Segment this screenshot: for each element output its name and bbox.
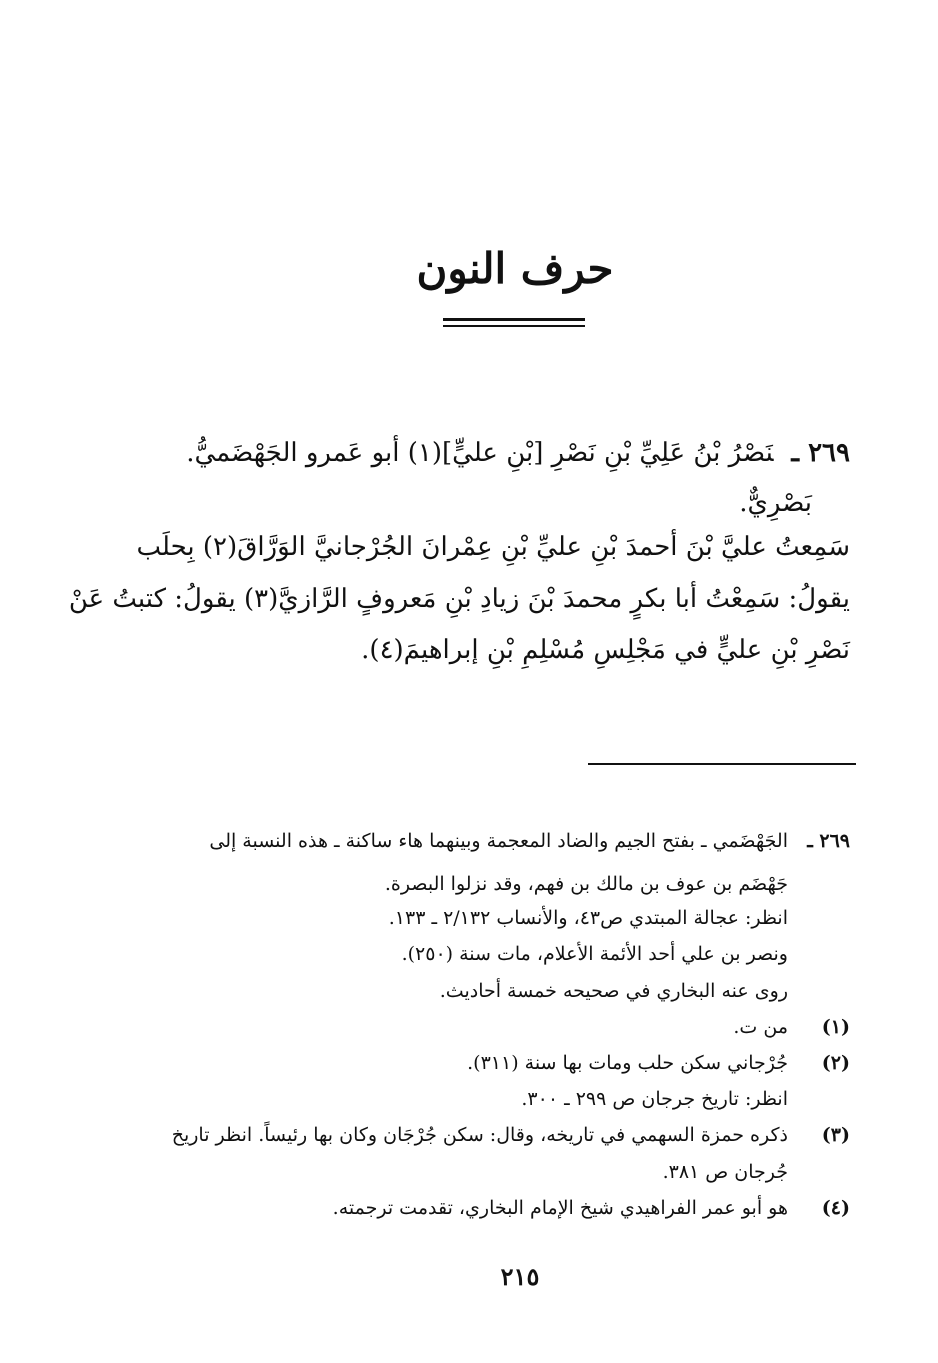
heading-rule bbox=[443, 325, 585, 327]
entry-line: نَصْرِ بْنِ عليٍّ في مَجْلِسِ مُسْلِمِ بْنِ إبراهيمَ(٤). bbox=[361, 635, 850, 665]
footnote-line: من ت. bbox=[733, 1016, 788, 1038]
footnote-number: (٣) bbox=[821, 1124, 850, 1146]
entry-line: ٢٦٩ ـنَصْرُ بْنُ عَلِيِّ بْنِ نَصْرِ [بْنِ عليٍّ](١) أبو عَمرو الجَهْضَميُّ. bbox=[186, 438, 850, 468]
footnote-line: انظر: عجالة المبتدي ص٤٣، والأنساب ٢/١٣٢ ـ ١٣٣. bbox=[388, 907, 788, 929]
footnote-number: ٢٦٩ ـ bbox=[807, 830, 850, 852]
footnote-line: انظر: تاريخ جرجان ص ٢٩٩ ـ ٣٠٠. bbox=[521, 1088, 788, 1110]
page-number: ٢١٥ bbox=[500, 1262, 540, 1291]
entry-number: ٢٦٩ ـ bbox=[791, 438, 850, 468]
footnote-line: جُرجان ص ٣٨١. bbox=[662, 1161, 788, 1183]
chapter-heading: حرف النون bbox=[416, 244, 614, 293]
footnote-separator bbox=[588, 763, 856, 765]
footnote-line: جَهْضَم بن عوف بن مالك بن فهم، وقد نزلوا البصرة. bbox=[384, 873, 788, 895]
entry-line: يقولُ: سَمِعْتُ أبا بكرٍ محمدَ بْنَ زيادِ بْنِ مَعروفٍ الرَّازيَّ(٣) يقولُ: كتبتُ عَنْ bbox=[68, 584, 850, 614]
footnote-line: الجَهْضَمي ـ بفتح الجيم والضاد المعجمة وبينهما هاء ساكنة ـ هذه النسبة إلى bbox=[209, 830, 788, 852]
footnote-line: جُرْجاني سكن حلب ومات بها سنة (٣١١). bbox=[467, 1052, 788, 1074]
footnote-number: (١) bbox=[821, 1016, 850, 1038]
footnote-number: (٤) bbox=[821, 1197, 850, 1219]
footnote-line: ذكره حمزة السهمي في تاريخه، وقال: سكن جُرْجَان وكان بها رئيساً. انظر تاريخ bbox=[171, 1124, 788, 1146]
footnote-line: روى عنه البخاري في صحيحه خمسة أحاديث. bbox=[439, 980, 788, 1002]
entry-line: بَصْرِيٌّ. bbox=[739, 488, 812, 518]
heading-rule bbox=[443, 318, 585, 321]
footnote-line: ونصر بن علي أحد الأئمة الأعلام، مات سنة (٢٥٠). bbox=[401, 943, 788, 965]
footnote-number: (٢) bbox=[821, 1052, 850, 1074]
entry-line: سَمِعتُ عليَّ بْنَ أحمدَ بْنِ عليِّ بْنِ عِمْرانَ الجُرْجانيَّ الوَرَّاقَ(٢) بِحلَب bbox=[136, 532, 850, 562]
footnote-line: هو أبو عمر الفراهيدي شيخ الإمام البخاري، تقدمت ترجمته. bbox=[332, 1197, 788, 1219]
